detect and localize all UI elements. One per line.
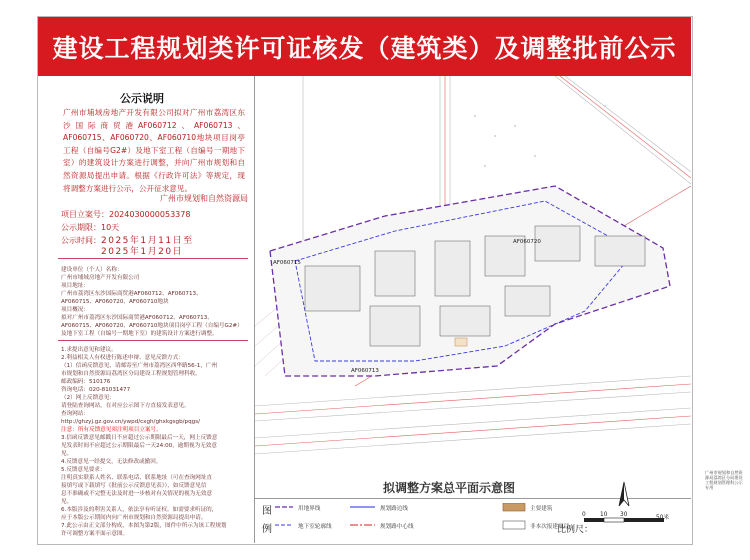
time-to: 2025年1月20日 <box>101 247 184 257</box>
legend-basement-label: 地下室轮廓线 <box>298 524 332 530</box>
red-note: 注意：所有反馈意见须注明项目立案号。 <box>61 427 162 433</box>
rule-line: 4.反馈意见一经提交，无法修改或撤回。 <box>61 459 162 465</box>
legend-head-top: 图 <box>262 506 272 517</box>
info-line: 广州市荔湾区东沙国际商贸港AF060712、AF060713、 <box>61 291 202 297</box>
scale-tick-10: 10 <box>600 512 608 518</box>
info-line: 拟对广州市荔湾区东沙国际商贸港AF060712、AF060713、 <box>61 315 213 321</box>
info-line: 及地下室工程（自编号一期地下室）的建筑设计方案进行调整。 <box>61 331 218 337</box>
opinion-line: （1）信函反馈意见，请邮寄至广州市荔湾区西华路56-1，广州 <box>61 363 218 369</box>
info-line: AF060715、AF060720、AF060710地块 <box>61 299 169 305</box>
site-plan-map <box>255 76 691 474</box>
scale-tick-0: 0 <box>582 512 586 518</box>
time-from: 2025年1月11日至 <box>101 236 194 246</box>
info-line: 广州市埔域房地产开发有限公司 <box>61 275 140 281</box>
map-title: 拟调整方案总平面示意图 <box>383 481 516 495</box>
opinion-line: 邮政编码：510176 <box>61 379 111 385</box>
opinion-line: （2）网上反馈意见： <box>61 395 115 401</box>
project-info <box>61 266 249 338</box>
notice-heading: 公示说明 <box>120 92 164 105</box>
rule-line: 6.本版涉及的利害关系人，依法享有听证权。如需要求听证的， <box>61 507 218 513</box>
rule-line: 3.信函反馈意见邮戳日不应超过公示期限最后一天，网上反馈意 <box>61 435 218 441</box>
rule-line: 接填写或下载填写《批前公示反馈意见表》），如反馈意见信 <box>61 483 207 489</box>
opinion-line: 2.利益相关人有权进行陈述申辩、意见反馈方式： <box>61 355 184 361</box>
rule-line: 应于本版公示期间内向广州市规划和自然资源局提出申请。 <box>61 515 207 521</box>
legend-boundary-label: 用地界线 <box>298 506 321 512</box>
period-label: 公示期限： <box>61 223 101 232</box>
legend-nonproject-label: 非本次报建项目 <box>530 524 570 530</box>
period-value: 10天 <box>101 223 120 232</box>
rule-line: 注明真实联系人姓名、联系电话、联系地址（可在查询网址直 <box>61 475 213 481</box>
lot-label-af060715: AF060715 <box>273 260 301 266</box>
legend-road-edge-label: 规划路边线 <box>380 506 408 512</box>
rule-line: 5.反馈意见要求： <box>61 467 106 473</box>
rule-line: 息不准确或不完整无法及时进一步核对有关情况的视为无效意 <box>61 491 213 497</box>
rule-line: 许可调整方案平面示意图。 <box>61 531 129 537</box>
project-number-label: 项目立案号： <box>61 210 109 219</box>
rule-line: 见。 <box>61 499 73 505</box>
separator <box>58 258 248 259</box>
info-line: 项目概况： <box>61 307 89 313</box>
rule-line: 见发表时间不应超过公示期限最后一天24:00，逾期视为无效意 <box>61 443 217 449</box>
scale-tick-30: 30 <box>620 512 628 518</box>
time-label: 公示时间： <box>61 236 101 245</box>
project-number-row <box>61 209 190 220</box>
opinion-line: 1.求提出意见和建议。 <box>61 347 117 353</box>
side-note: 广州市规划和自然资源局荔湾区分局建设工程规划管理科公示专用 <box>705 470 743 490</box>
opinion-info <box>61 346 249 426</box>
opinion-line: http://ghzyj.gz.gov.cn/ywpd/cxgh/ghxkgsgb/pqgs/ <box>61 419 200 425</box>
legend-building-swatch <box>503 503 525 511</box>
opinion-line: 市规划和自然资源局荔湾区分局建设工程规划管理科收。 <box>61 371 201 377</box>
opinion-line: 请登陆查询网站，在对应公示图下方直接发表意见。 <box>61 403 190 409</box>
separator <box>58 340 248 341</box>
opinion-line: 咨询电话：020-81031477 <box>61 387 131 393</box>
scale-tick-50: 50米 <box>656 515 670 521</box>
legend-center-label: 规划路中心线 <box>380 524 414 530</box>
rule-line: 见。 <box>61 451 73 457</box>
legend-nonproject-swatch <box>503 521 525 529</box>
lot-label-af060713: AF060713 <box>351 368 379 374</box>
info-line: AF060715、AF060720、AF060710地块项目岗亭工程（自编号G2#） <box>61 323 243 329</box>
lot-label-af060720: AF060720 <box>513 239 541 245</box>
period-row <box>61 222 119 233</box>
notice-body: 广州市埔域房地产开发有限公司拟对广州市荔湾区东沙国际商贸港AF060712、AF060713、AF060715、AF060720、AF060710地块项目岗亭工程（自编号G2#）及地下室工程（自编号一期地下室）的建筑设计方案进行调整，并向广州市规划和自然资源局提出申请。根据《行政许可法》等规定，现将调整方案进行公示，公开征求意见。 <box>63 108 245 193</box>
rules-info <box>61 434 249 538</box>
legend-head-bottom: 例 <box>262 524 272 535</box>
scale-label: 比例尺： <box>557 525 594 535</box>
page-title: 建设工程规划类许可证核发（建筑类）及调整批前公示 <box>38 17 691 76</box>
rule-line: 7.此公示由正文部分构成，本图为第2版，图件中所示为该工程规划 <box>61 523 227 529</box>
info-line: 项目地址： <box>61 283 89 289</box>
notice-org: 广州市规划和自然资源局 <box>160 194 248 203</box>
project-number: 2024030000053378 <box>109 210 191 219</box>
site-plan-svg <box>255 76 691 474</box>
info-line: 建设单位（个人）名称： <box>61 267 123 273</box>
legend-building-label: 主要建筑 <box>530 506 553 512</box>
opinion-line: 查询网站： <box>61 411 89 417</box>
north-arrow-icon <box>614 480 634 510</box>
